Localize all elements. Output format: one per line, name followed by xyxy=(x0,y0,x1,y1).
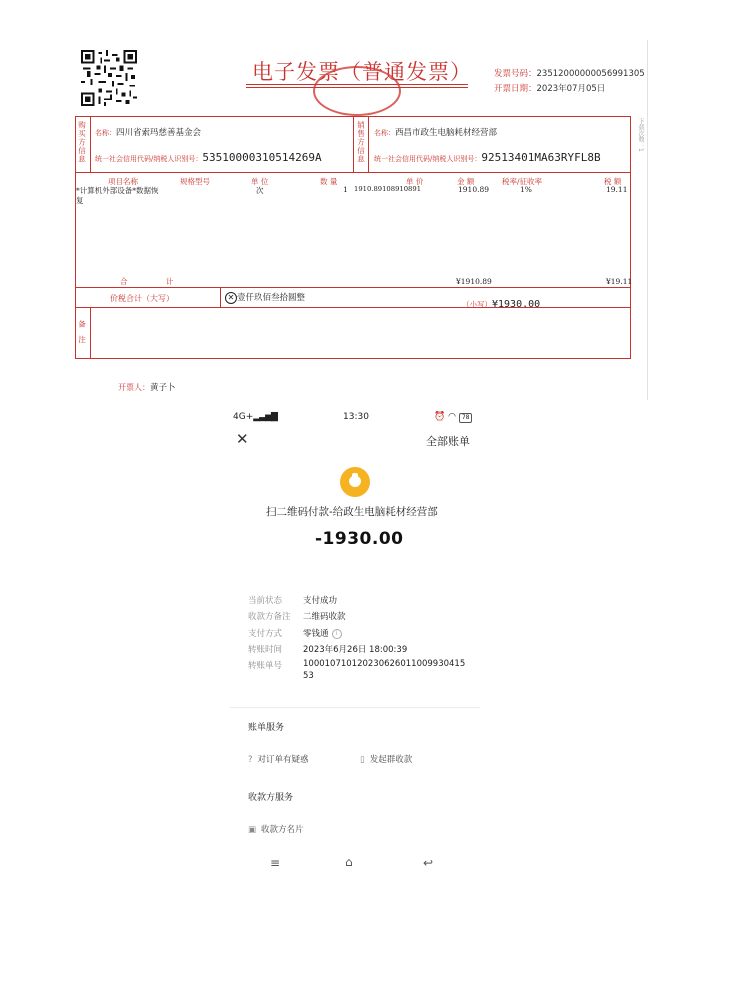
alarm-icon: ⏰ xyxy=(434,412,446,422)
issuer: 开票人：黄子卜 xyxy=(118,383,176,393)
home-nav-icon[interactable]: ⌂ xyxy=(345,855,353,869)
detail-value-remark: 二维码收款 xyxy=(303,612,346,622)
detail-value-time: 2023年6月26日 18:00:39 xyxy=(303,645,408,655)
invoice-date: 开票日期：2023年07月05日 xyxy=(494,84,606,94)
party-divider xyxy=(353,116,354,172)
col-amount: 金 额 xyxy=(457,177,475,186)
subtotal-amount: ¥1910.89 xyxy=(456,277,492,286)
detail-label-remark: 收款方备注 xyxy=(248,612,291,622)
signal-icon: ▂▃▅▇ xyxy=(253,412,277,422)
row-item-line2: 复 xyxy=(76,196,84,205)
payee-card-link[interactable]: ▣ 收款方名片 xyxy=(248,825,304,835)
status-time: 13:30 xyxy=(343,412,369,422)
menu-nav-icon[interactable]: ≡ xyxy=(270,856,281,870)
battery-icon: 78 xyxy=(459,413,473,423)
detail-label-time: 转账时间 xyxy=(248,645,283,655)
detail-label-status: 当前状态 xyxy=(248,596,283,606)
section-divider xyxy=(230,707,480,708)
wifi-icon: ◠ xyxy=(448,412,456,422)
seller-side-label: 销售方信息 xyxy=(356,121,366,164)
detail-value-status: 支付成功 xyxy=(303,596,338,606)
col-spec: 规格型号 xyxy=(180,177,210,186)
col-item: 项目名称 xyxy=(108,177,138,186)
total-small: （小写）¥1930.00 xyxy=(462,299,541,310)
cross-circle-icon: ✕ xyxy=(225,292,237,304)
card-icon: ▣ xyxy=(248,825,257,835)
info-icon[interactable]: i xyxy=(332,629,342,639)
col-price: 单 价 xyxy=(406,177,424,186)
buyer-side-label: 购买方信息 xyxy=(77,121,87,164)
remarks-label: 备注 xyxy=(77,320,87,351)
buyer-label-divider xyxy=(90,116,91,172)
detail-value-method: 零钱通 i xyxy=(303,627,342,639)
back-nav-icon[interactable]: ↩ xyxy=(423,856,434,870)
row-rate: 1% xyxy=(520,185,532,194)
col-unit: 单 位 xyxy=(251,177,269,186)
payment-coin-icon xyxy=(340,467,370,497)
seller-label-divider xyxy=(368,116,369,172)
qr-code xyxy=(80,50,138,106)
col-rate: 税率/征收率 xyxy=(502,177,543,186)
col-qty: 数 量 xyxy=(320,177,338,186)
seller-taxid: 统一社会信用代码/纳税人识别号：92513401MA63RYFL8B xyxy=(374,151,601,164)
detail-label-txn: 转账单号 xyxy=(248,661,283,671)
subtotal-tax: ¥19.11 xyxy=(606,277,633,286)
invoice-title: 电子发票（普通发票） xyxy=(252,60,472,84)
bill-service-title: 账单服务 xyxy=(248,723,285,733)
scan-edge-line xyxy=(647,40,648,400)
document-icon: ▯ xyxy=(360,755,365,765)
subtotal-label: 合 计 xyxy=(120,277,192,286)
detail-value-txn-line1: 100010710120230626011009930415 xyxy=(303,659,466,669)
row-amount: 1910.89 xyxy=(458,185,490,194)
tax-seal-stamp xyxy=(313,66,401,116)
row-tax: 19.11 xyxy=(606,185,628,194)
total-label: 价税合计（大写） xyxy=(110,294,174,303)
buyer-name: 名称：四川省索玛慈善基金会 xyxy=(95,128,202,138)
col-tax: 税 额 xyxy=(604,177,622,186)
network-status: 4G+▂▃▅▇ xyxy=(233,412,277,422)
download-count-note: 下载次数：1 xyxy=(637,118,644,152)
payee-service-title: 收款方服务 xyxy=(248,793,294,803)
group-collect-link[interactable]: ▯ 发起群收款 xyxy=(360,755,413,765)
invoice-number: 发票号码：23512000000056991305 xyxy=(494,69,645,79)
status-icons xyxy=(434,412,472,423)
row-item-line1: *计算机外部设备*数据恢 xyxy=(76,186,159,195)
header-title: 全部账单 xyxy=(426,435,470,448)
question-icon: ? xyxy=(248,755,253,765)
seller-name: 名称：西昌市政生电脑耗材经营部 xyxy=(374,128,498,138)
total-words: ✕ 壹仟玖佰叁拾圆整 xyxy=(225,291,305,304)
payment-amount: -1930.00 xyxy=(315,529,404,549)
remarks-divider xyxy=(90,307,91,359)
row-price: 1910.89108910891 xyxy=(354,185,422,193)
close-icon[interactable]: ✕ xyxy=(236,430,249,448)
row-unit: 次 xyxy=(256,186,264,195)
total-rule xyxy=(75,307,631,308)
detail-label-method: 支付方式 xyxy=(248,629,283,639)
total-divider xyxy=(220,287,221,307)
detail-value-txn-line2: 53 xyxy=(303,671,314,681)
party-bottom-rule xyxy=(75,172,631,173)
question-order-link[interactable]: ? 对订单有疑惑 xyxy=(248,755,309,765)
row-qty: 1 xyxy=(343,185,348,194)
subtotal-rule xyxy=(75,287,631,288)
buyer-taxid: 统一社会信用代码/纳税人识别号：53510000310514269A xyxy=(95,151,322,164)
payee-title: 扫二维码付款-给政生电脑耗材经营部 xyxy=(266,506,438,518)
